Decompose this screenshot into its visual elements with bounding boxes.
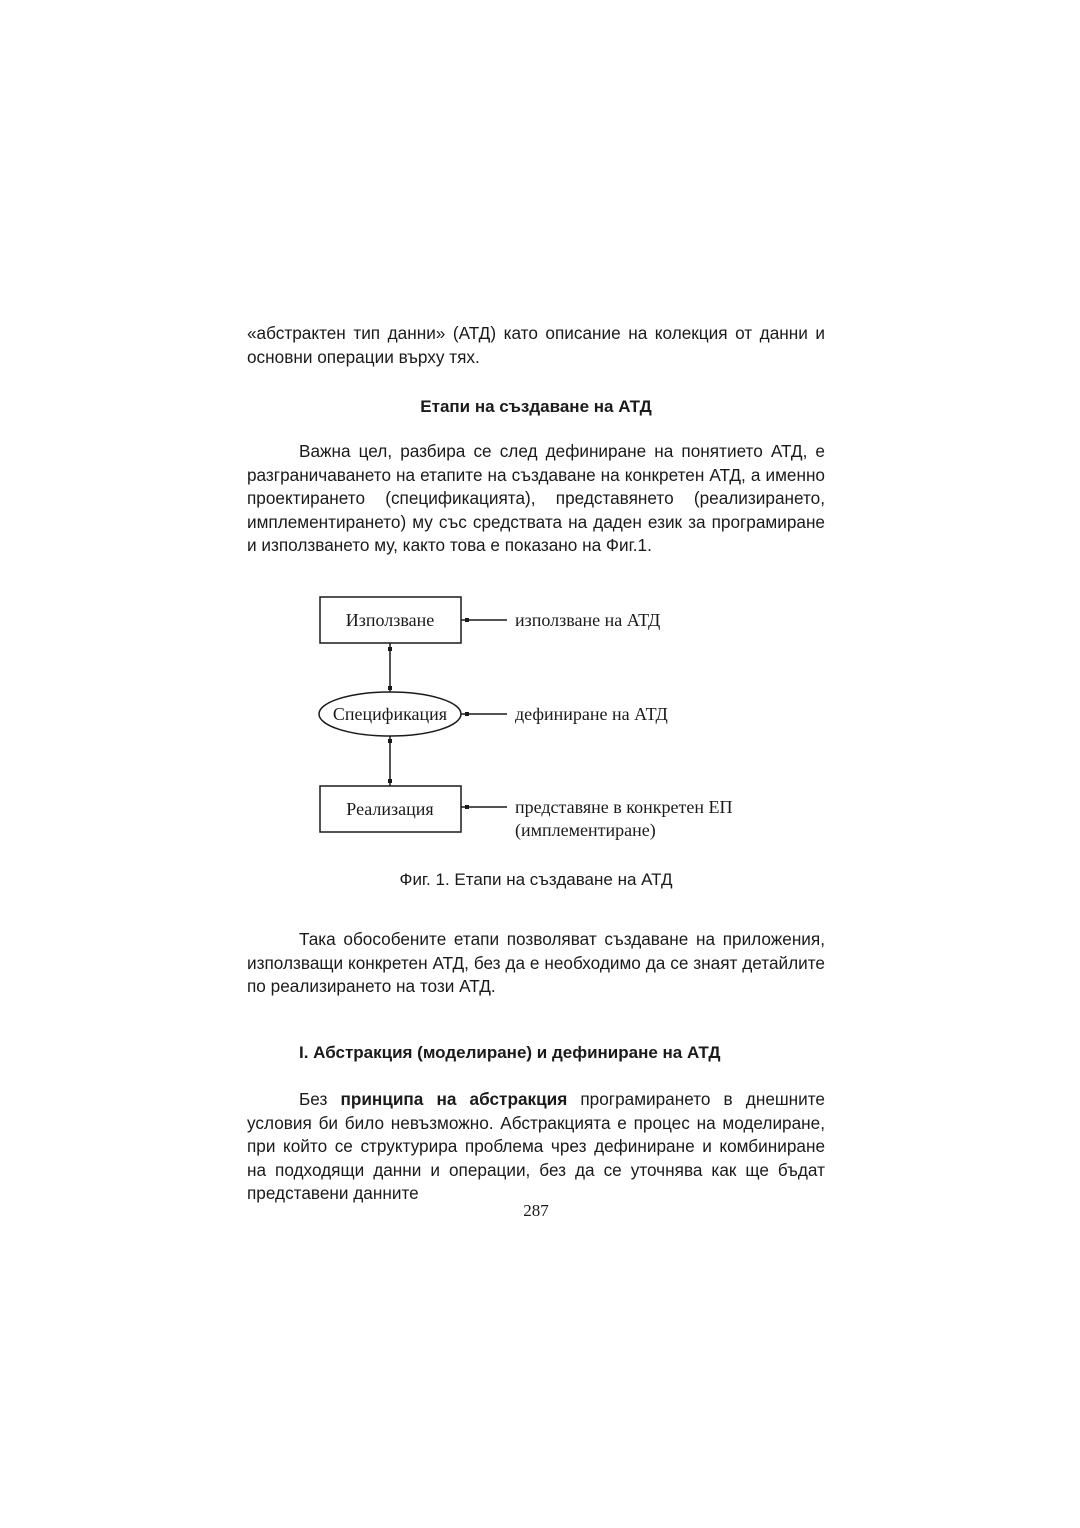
- section-heading-abstraction: I. Абстракция (моделиране) и дефиниране на АТД: [299, 1043, 721, 1062]
- leader-marker: [465, 805, 469, 809]
- page-number: 287: [523, 1201, 549, 1220]
- connector-marker: [388, 779, 392, 783]
- label-implementation: (имплементиране): [515, 820, 656, 840]
- node-usage-label: Използване: [345, 610, 435, 630]
- node-specification-label: Спецификация: [332, 704, 448, 724]
- paragraph-stages: Важна цел, разбира се след дефиниране на понятието АТД, е разграничаването на етапите на създаване на конкретен АТД, а именно проектирането (спецификацията), представянето (реализирането, имплементирането) му със средствата на даден език за програмиране и използването му, както това е показано на Фиг.1.: [247, 441, 825, 555]
- label-usage: използване на АТД: [515, 610, 661, 630]
- leader-marker: [465, 712, 469, 716]
- paragraph-abstraction-rest: програмирането в днешните условия би било невъзможно. Абстракцията е процес на моделиране, при който се структурира проблема чрез дефиниране и комбиниране на подходящи данни и операции, без да се уточнява как ще бъдат представени данните: [247, 1089, 825, 1203]
- figure-caption: Фиг. 1. Етапи на създаване на АТД: [399, 870, 673, 889]
- label-representation: представяне в конкретен ЕП: [515, 797, 733, 817]
- term-abstraction-principle: принципа на абстракция: [340, 1089, 568, 1109]
- label-definition: дефиниране на АТД: [515, 704, 668, 724]
- adt-stages-diagram: [247, 587, 825, 862]
- paragraph-separated-stages: Така обособените етапи позволяват създаване на приложения, използващи конкретен АТД, без да е необходимо да се знаят детайлите по реализирането на този АТД.: [247, 929, 825, 996]
- figure-diagram: [247, 587, 825, 862]
- connector-marker: [388, 686, 392, 690]
- connector-marker: [388, 739, 392, 743]
- paragraph-intro: «абстрактен тип данни» (АТД) като описание на колекция от данни и основни операции върху тях.: [247, 323, 825, 367]
- paragraph-abstraction-lead: Без: [299, 1089, 341, 1109]
- paragraph-abstraction: [247, 1088, 825, 1206]
- connector-marker: [388, 647, 392, 651]
- section-heading-stages: Етапи на създаване на АТД: [420, 397, 652, 416]
- node-realization-label: Реализация: [346, 799, 434, 819]
- leader-marker: [465, 618, 469, 622]
